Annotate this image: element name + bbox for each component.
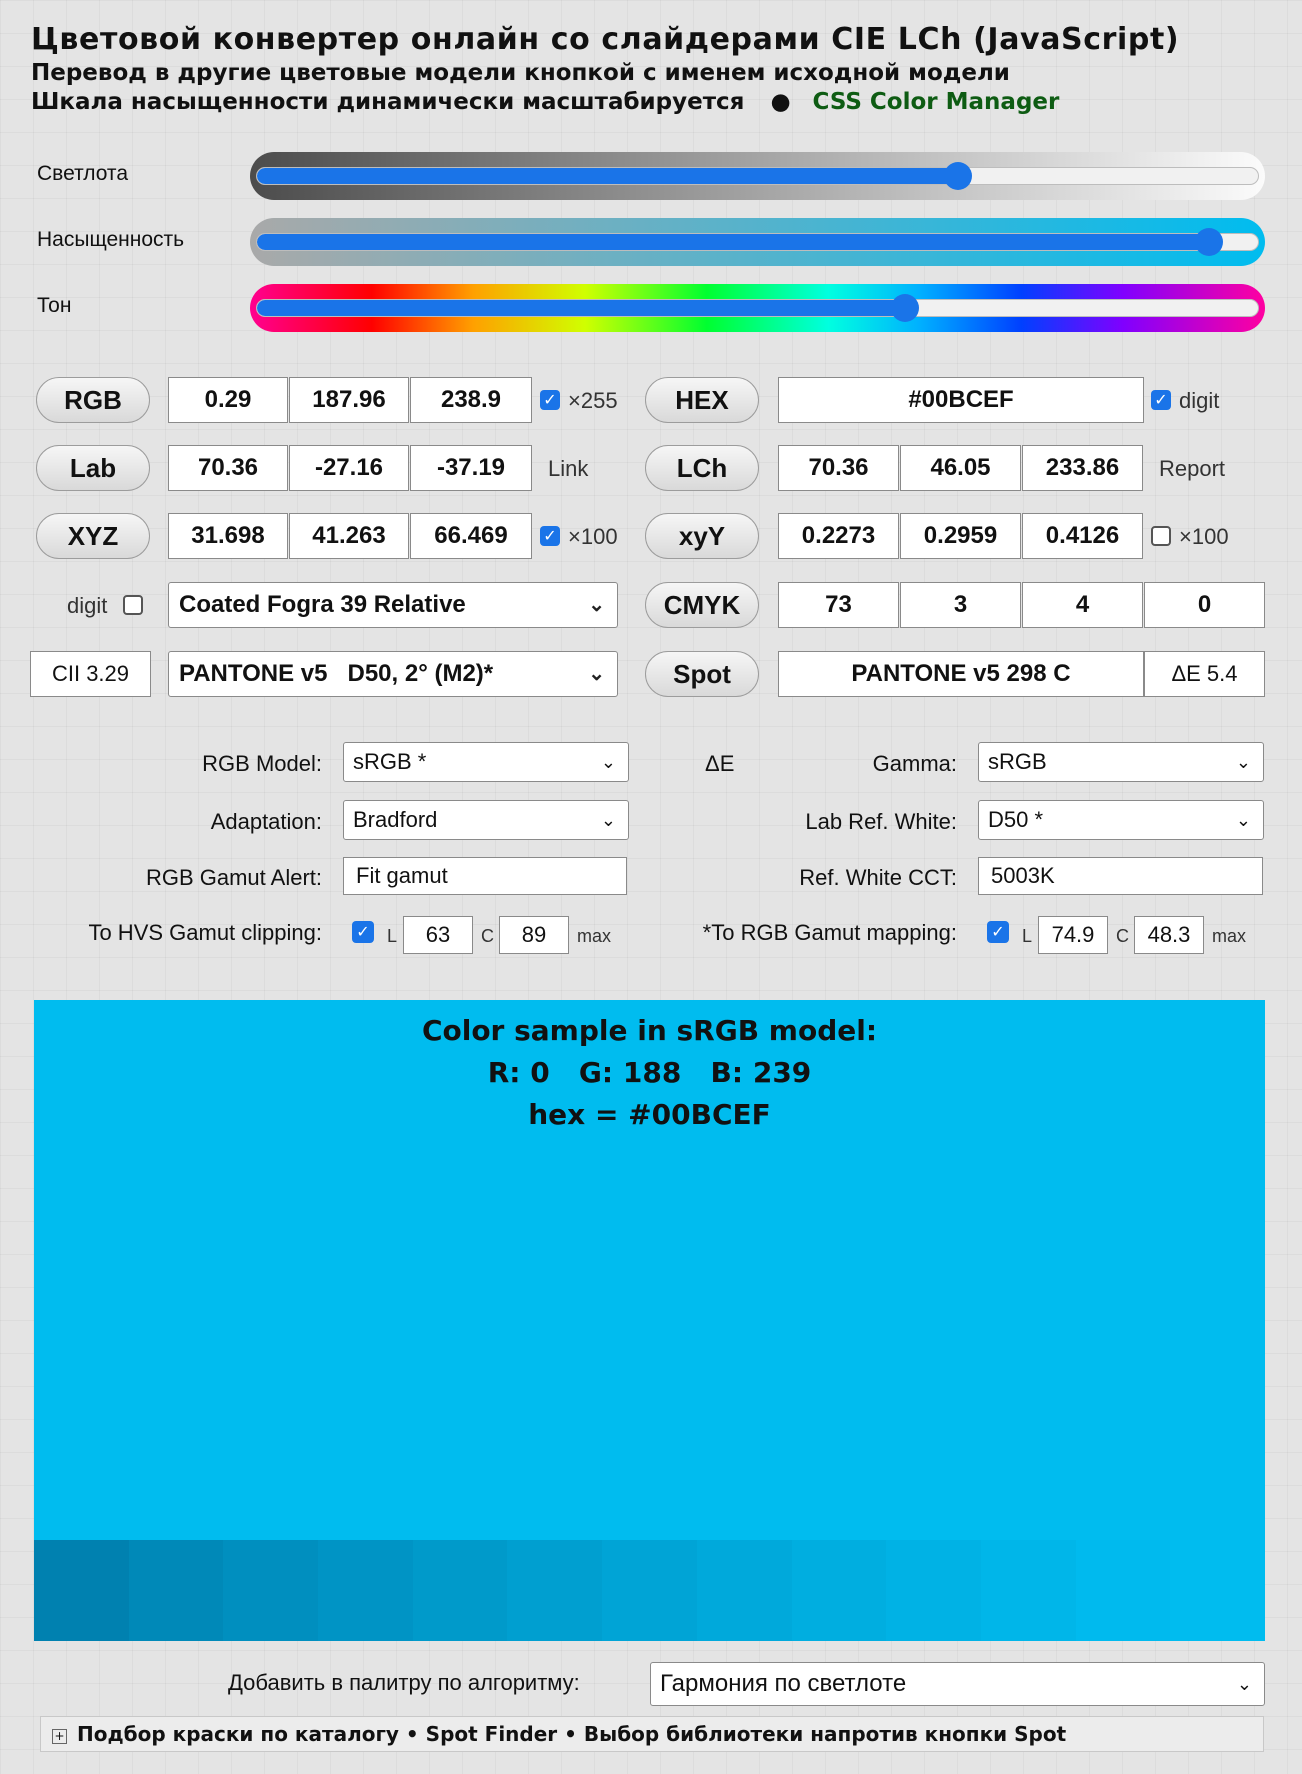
hex-digit-checkbox[interactable]: ✓ [1151,390,1171,410]
palette-swatch[interactable] [981,1540,1076,1641]
spot-button[interactable]: Spot [645,651,759,697]
color-sample [34,1000,1265,1641]
hue-slider[interactable] [250,284,1265,332]
ref-white-select[interactable] [978,800,1264,840]
sample-title: Color sample in sRGB model: [421,1014,878,1047]
report-label[interactable]: Report [1159,456,1226,481]
spot-name-input[interactable]: PANTONE v5 298 C [778,651,1144,697]
rgbmap-c-input[interactable]: 48.3 [1134,916,1204,954]
header-bullet: ● [770,89,791,115]
chevron-down-icon: ⌄ [600,810,616,830]
hex-button[interactable]: HEX [645,377,759,423]
lightness-slider[interactable] [250,152,1265,200]
palette-swatch[interactable] [318,1540,413,1641]
lch-l-input[interactable]: 70.36 [778,445,899,491]
saturation-slider-thumb[interactable] [1195,228,1223,256]
palette-swatch[interactable] [413,1540,508,1641]
rgbmap-l-input[interactable]: 74.9 [1038,916,1108,954]
rgb-255-label: ×255 [568,388,618,413]
saturation-slider-rail [256,233,1259,251]
cmyk-button[interactable]: CMYK [645,582,759,628]
cmyk-profile-select[interactable] [168,582,618,628]
cct-label: Ref. White CCT: [799,865,957,890]
spot-finder-text: Подбор краски по каталогу • Spot Finder • Выбор библиотеки напротив кнопки Spot [77,1722,1067,1746]
expand-plus-icon[interactable]: + [52,1729,67,1744]
rgb-mapping-label: *To RGB Gamut mapping: [702,920,957,945]
xyz-100-checkbox[interactable]: ✓ [540,526,560,546]
spot-library-value: PANTONE v5 D50, 2° (M2)* [179,660,494,687]
chevron-down-icon: ⌄ [588,663,605,685]
link-label[interactable]: Link [548,456,589,481]
hex-input[interactable]: #00BCEF [778,377,1144,423]
page-subtitle: Перевод в другие цветовые модели кнопкой с именем исходной модели [31,60,1010,86]
page-title: Цветовой конвертер онлайн со слайдерами CIE LCh (JavaScript) [31,22,1180,57]
header-note: Шкала насыщенности динамически масштабируется [31,89,745,115]
palette-algorithm-value: Гармония по светлоте [660,1670,907,1697]
saturation-slider-fill [257,234,1208,250]
hex-digit-label: digit [1179,388,1220,413]
spot-library-select[interactable] [168,651,618,697]
rgbmap-l-letter: L [1022,926,1033,946]
lab-b-input[interactable]: -37.19 [410,445,532,491]
palette-swatch[interactable] [223,1540,318,1641]
palette-swatch[interactable] [1170,1540,1265,1641]
lightness-slider-thumb[interactable] [944,162,972,190]
lightness-label: Светлота [37,162,128,185]
palette-swatch[interactable] [602,1540,697,1641]
spot-delta-e: ΔE 5.4 [1144,651,1265,697]
xyz-z-input[interactable]: 66.469 [410,513,532,559]
gamut-alert-input[interactable]: Fit gamut [343,857,627,895]
xyz-button[interactable]: XYZ [36,513,150,559]
palette-swatch[interactable] [792,1540,887,1641]
sample-hex-value: hex = #00BCEF [528,1098,771,1131]
hue-label: Тон [37,294,72,317]
xyy-100-label: ×100 [1179,524,1229,549]
rgb-g-input[interactable]: 187.96 [289,377,409,423]
palette-swatch[interactable] [697,1540,792,1641]
chevron-down-icon: ⌄ [1235,810,1251,830]
saturation-slider[interactable] [250,218,1265,266]
rgbmap-c-letter: C [1116,926,1129,946]
palette-swatches [34,1540,1265,1641]
chevron-down-icon: ⌄ [1236,1674,1252,1694]
rgb-button[interactable]: RGB [36,377,150,423]
rgb-model-value: sRGB * [353,749,427,774]
rgb-255-checkbox[interactable]: ✓ [540,390,560,410]
cii-value: CII 3.29 [30,651,151,697]
hvs-c-input[interactable]: 89 [499,916,569,954]
palette-swatch[interactable] [886,1540,981,1641]
hue-slider-fill [257,300,905,316]
rgbmap-max-label: max [1212,926,1247,946]
lch-h-input[interactable]: 233.86 [1022,445,1143,491]
gamut-alert-label: RGB Gamut Alert: [145,865,322,890]
palette-algorithm-label: Добавить в палитру по алгоритму: [228,1670,580,1695]
rgb-b-input[interactable]: 238.9 [410,377,532,423]
chevron-down-icon: ⌄ [588,594,605,616]
saturation-label: Насыщенность [37,228,185,251]
rgb-model-select[interactable] [343,742,629,782]
xyy-button[interactable]: xyY [645,513,759,559]
adaptation-value: Bradford [353,807,438,832]
hue-slider-thumb[interactable] [891,294,919,322]
rgb-r-input[interactable]: 0.29 [168,377,288,423]
sample-rgb-values: R: 0 G: 188 B: 239 [487,1056,812,1089]
rgb-model-label: RGB Model: [202,751,322,776]
chevron-down-icon: ⌄ [600,752,616,772]
cmyk-digit-label: digit [67,593,108,618]
hvs-clipping-checkbox[interactable]: ✓ [352,921,374,943]
ref-white-value: D50 * [988,807,1044,832]
hvs-c-letter: C [481,926,494,946]
lab-a-input[interactable]: -27.16 [289,445,409,491]
cmyk-m-input[interactable]: 3 [900,582,1021,628]
lab-button[interactable]: Lab [36,445,150,491]
gamma-value: sRGB [988,749,1047,774]
rgb-mapping-checkbox[interactable]: ✓ [987,921,1009,943]
xyy-x-input[interactable]: 0.2273 [778,513,899,559]
lightness-slider-fill [257,168,958,184]
gamma-select[interactable] [978,742,1264,782]
delta-e-label[interactable]: ΔE [705,751,735,776]
palette-swatch[interactable] [1076,1540,1171,1641]
header-line [31,89,1059,115]
xyy-y-input[interactable]: 0.2959 [900,513,1021,559]
xyz-y-input[interactable]: 41.263 [289,513,409,559]
xyy-Y-input[interactable]: 0.4126 [1022,513,1143,559]
adaptation-label: Adaptation: [210,809,322,834]
hvs-max-label: max [577,926,612,946]
xyz-100-label: ×100 [568,524,618,549]
cmyk-y-input[interactable]: 4 [1022,582,1143,628]
gamma-label: Gamma: [872,751,957,776]
palette-swatch[interactable] [34,1540,129,1641]
lightness-slider-rail [256,167,1259,185]
cmyk-k-input[interactable]: 0 [1144,582,1265,628]
ref-white-label: Lab Ref. White: [805,809,957,834]
spot-finder-panel[interactable] [40,1716,1264,1752]
xyy-100-checkbox[interactable] [1151,526,1171,546]
css-color-manager-link[interactable]: CSS Color Manager [812,89,1060,115]
cct-input[interactable]: 5003K [978,857,1263,895]
palette-swatch[interactable] [129,1540,224,1641]
palette-algorithm-select[interactable] [650,1662,1265,1706]
cmyk-c-input[interactable]: 73 [778,582,899,628]
hvs-l-input[interactable]: 63 [403,916,473,954]
lch-c-input[interactable]: 46.05 [900,445,1021,491]
chevron-down-icon: ⌄ [1235,752,1251,772]
lab-l-input[interactable]: 70.36 [168,445,288,491]
adaptation-select[interactable] [343,800,629,840]
lch-button[interactable]: LCh [645,445,759,491]
palette-swatch[interactable] [507,1540,602,1641]
xyz-x-input[interactable]: 31.698 [168,513,288,559]
cmyk-profile-value: Coated Fogra 39 Relative [179,591,466,618]
cmyk-digit-checkbox[interactable] [123,595,143,615]
hvs-clipping-label: To HVS Gamut clipping: [88,920,322,945]
hvs-l-letter: L [387,926,398,946]
hue-slider-rail [256,299,1259,317]
